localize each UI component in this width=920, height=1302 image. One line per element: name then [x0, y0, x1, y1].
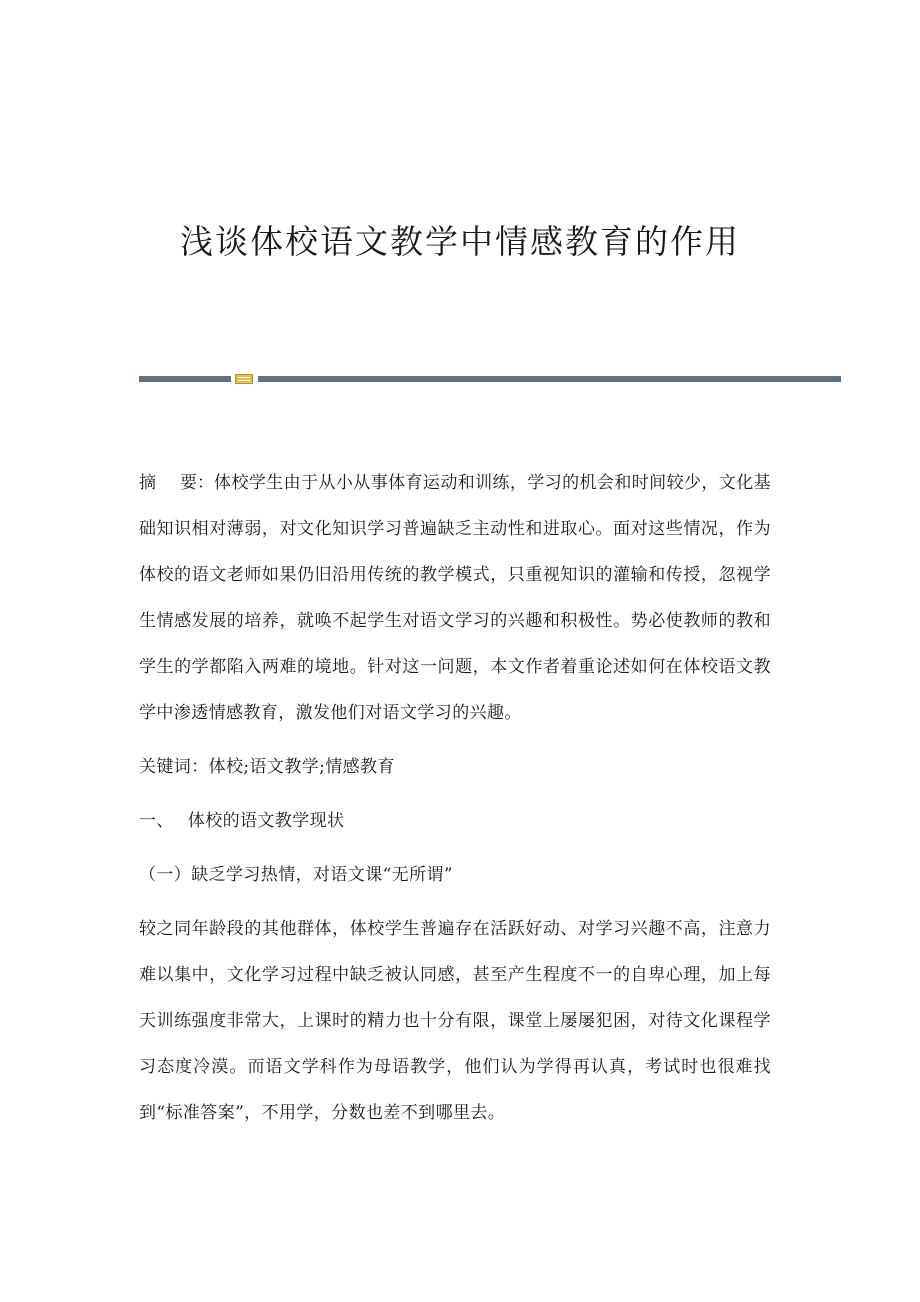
abstract-label-2: 要： — [180, 473, 215, 493]
keywords-line: 关键词：体校;语文教学;情感教育 — [139, 757, 395, 777]
title-divider — [139, 374, 841, 384]
document-title: 浅谈体校语文教学中情感教育的作用 — [180, 222, 740, 261]
section-heading — [139, 798, 771, 844]
abstract-text: 体校学生由于从小从事体育运动和训练，学习的机会和时间较少，文化基础知识相对薄弱，对文化知识学习普遍缺乏主动性和进取心。面对这些情况，作为体校的语文老师如果仍旧沿用传统的教学模式，只重视知识的灌输和传授，忽视学生情感发展的培养，就唤不起学生对语文学习的兴趣和积极性。势必使教师的教和学生的学都陷入两难的境地。针对这一问题，本文作者着重论述如何在体校语文教学中渗透情感教育，激发他们对语文学习的兴趣。 — [139, 473, 772, 723]
abstract-label-1: 摘 — [139, 473, 157, 493]
subsection-heading: （一）缺乏学习热情，对语文课“无所谓” — [139, 865, 453, 885]
section-number: 一、 — [139, 811, 174, 831]
section-title: 体校的语文教学现状 — [187, 811, 345, 831]
document-body — [139, 460, 771, 1136]
divider-emblem-icon — [235, 374, 253, 384]
body-paragraph: 较之同年龄段的其他群体，体校学生普遍存在活跃好动、对学习兴趣不高，注意力难以集中，文化学习过程中缺乏被认同感，甚至产生程度不一的自卑心理，加上每天训练强度非常大，上课时的精力也十分有限，课堂上屡屡犯困，对待文化课程学习态度冷漠。而语文学科作为母语教学，他们认为学得再认真，考试时也很难找到“标准答案”，不用学，分数也差不到哪里去。 — [139, 919, 771, 1123]
divider-bar-right — [258, 376, 841, 382]
divider-bar-left — [139, 376, 231, 382]
abstract-paragraph — [139, 460, 771, 736]
